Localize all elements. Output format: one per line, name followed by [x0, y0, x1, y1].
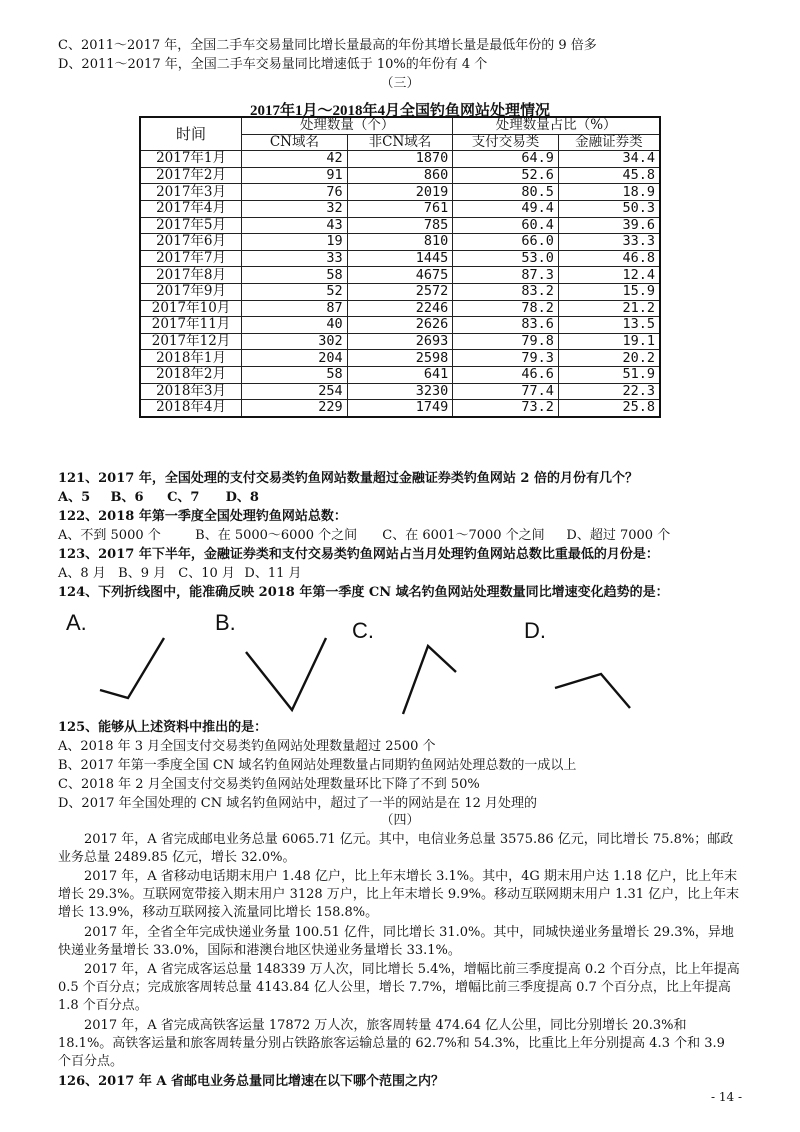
- row-pay: 73.2: [453, 400, 559, 417]
- row-time: 2018年1月: [140, 350, 242, 367]
- row-fin: 19.1: [558, 333, 660, 350]
- row-noncn: 4675: [347, 267, 453, 284]
- chart-label-c[interactable]: C.: [352, 618, 374, 643]
- row-pay: 64.9: [453, 151, 559, 168]
- row-cn: 204: [242, 350, 348, 367]
- table-row: [140, 167, 660, 184]
- row-fin: 45.8: [558, 167, 660, 184]
- row-fin: 15.9: [558, 283, 660, 300]
- chart-label-a[interactable]: A.: [66, 610, 87, 635]
- row-time: 2017年7月: [140, 250, 242, 267]
- row-cn: 58: [242, 267, 348, 284]
- phishing-table: [139, 116, 661, 418]
- table-row: [140, 184, 660, 201]
- row-fin: 18.9: [558, 184, 660, 201]
- table-row: [140, 383, 660, 400]
- row-pay: 78.2: [453, 300, 559, 317]
- q123-option-a[interactable]: A、8 月: [58, 566, 106, 581]
- row-noncn: 761: [347, 200, 453, 217]
- section-3-label: （三）: [380, 76, 420, 91]
- row-time: 2017年2月: [140, 167, 242, 184]
- q122-stem: 122、2018 年第一季度全国处理钓鱼网站总数：: [58, 509, 347, 524]
- row-time: 2018年3月: [140, 383, 242, 400]
- row-noncn: 860: [347, 167, 453, 184]
- row-cn: 52: [242, 283, 348, 300]
- row-time: 2017年1月: [140, 151, 242, 168]
- row-fin: 33.3: [558, 234, 660, 251]
- table-title: 2017年1月～2018年4月全国钓鱼网站处理情况: [249, 103, 550, 119]
- row-fin: 50.3: [558, 200, 660, 217]
- table-row: [140, 350, 660, 367]
- q124-stem: 124、下列折线图中，能准确反映 2018 年第一季度 CN 域名钓鱼网站处理数量同比增速变化趋势的是：: [58, 585, 669, 600]
- paragraph-1: 2017 年，A 省完成邮电业务总量 6065.71 亿元。其中，电信业务总量 3575.86 亿元，同比增长 75.8%；邮政业务总量 2489.85 亿元，增长 32.0%。: [58, 832, 734, 865]
- table-row: [140, 151, 660, 168]
- row-pay: 83.6: [453, 317, 559, 334]
- row-fin: 25.8: [558, 400, 660, 417]
- q121-option-d[interactable]: D、8: [225, 490, 259, 505]
- q121-stem: 121、2017 年，全国处理的支付交易类钓鱼网站数量超过金融证券类钓鱼网站 2 倍的月份有几个？: [58, 471, 638, 486]
- row-pay: 60.4: [453, 217, 559, 234]
- row-cn: 42: [242, 151, 348, 168]
- row-cn: 302: [242, 333, 348, 350]
- q121-options: [58, 489, 259, 507]
- row-pay: 53.0: [453, 250, 559, 267]
- row-fin: 46.8: [558, 250, 660, 267]
- table-row: [140, 283, 660, 300]
- header-count: 处理数量（个）: [242, 117, 453, 134]
- table-row: [140, 317, 660, 334]
- chart-c-line: [403, 646, 456, 714]
- header-noncn: 非CN域名: [347, 134, 453, 151]
- row-fin: 22.3: [558, 383, 660, 400]
- row-noncn: 3230: [347, 383, 453, 400]
- q122-option-d[interactable]: D、超过 7000 个: [566, 528, 671, 543]
- q123-option-c[interactable]: C、10 月: [178, 566, 235, 581]
- table-row: [140, 234, 660, 251]
- q122-option-a[interactable]: A、不到 5000 个: [58, 528, 161, 543]
- table-row: [140, 267, 660, 284]
- table-row: [140, 200, 660, 217]
- header-pay: 支付交易类: [453, 134, 559, 151]
- table-row: [140, 300, 660, 317]
- section-4-label: （四）: [380, 813, 420, 828]
- q123-option-b[interactable]: B、9 月: [118, 566, 167, 581]
- row-pay: 80.5: [453, 184, 559, 201]
- header-share: 处理数量占比（%）: [453, 117, 660, 134]
- q125-option-a[interactable]: A、2018 年 3 月全国支付交易类钓鱼网站处理数量超过 2500 个: [58, 739, 436, 754]
- paragraph-4: 2017 年，A 省完成客运总量 148339 万人次，同比增长 5.4%，增幅比前三季度提高 0.2 个百分点，比上年提高 0.5 个百分点；完成旅客周转总量 4143.84 亿人公里，增长 7.7%，增幅比前三季度提高 0.7 个百分点，比上年提高 1.8 个百分点。: [58, 962, 740, 1013]
- row-time: 2017年4月: [140, 200, 242, 217]
- row-time: 2017年12月: [140, 333, 242, 350]
- q122-options: [58, 527, 670, 545]
- row-cn: 229: [242, 400, 348, 417]
- q123-options: [58, 565, 302, 583]
- q126-stem: 126、2017 年 A 省邮电业务总量同比增速在以下哪个范围之内？: [58, 1074, 444, 1089]
- q124-line-charts: [58, 608, 658, 718]
- q121-option-b[interactable]: B、6: [110, 490, 144, 505]
- row-pay: 77.4: [453, 383, 559, 400]
- header-fin: 金融证券类: [558, 134, 660, 151]
- paragraph-3: 2017 年，全省全年完成快递业务量 100.51 亿件，同比增长 31.0%。其中，同城快递业务量增长 29.3%，异地快递业务量增长 33.0%，国际和港澳台地区快递业务量增长 33.1%。: [58, 925, 734, 958]
- row-fin: 20.2: [558, 350, 660, 367]
- header-cn: CN域名: [242, 134, 348, 151]
- row-cn: 40: [242, 317, 348, 334]
- row-cn: 87: [242, 300, 348, 317]
- table-row: [140, 400, 660, 417]
- row-pay: 49.4: [453, 200, 559, 217]
- q125-option-d[interactable]: D、2017 年全国处理的 CN 域名钓鱼网站中，超过了一半的网站是在 12 月处理的: [58, 796, 538, 811]
- row-noncn: 1749: [347, 400, 453, 417]
- row-noncn: 2019: [347, 184, 453, 201]
- chart-label-d[interactable]: D.: [524, 618, 546, 643]
- row-noncn: 2572: [347, 283, 453, 300]
- row-time: 2017年10月: [140, 300, 242, 317]
- option-c-prev: C、2011～2017 年，全国二手车交易量同比增长量最高的年份其增长量是最低年份的 9 倍多: [58, 38, 597, 53]
- q123-stem: 123、2017 年下半年，金融证券类和支付交易类钓鱼网站占当月处理钓鱼网站总数比重最低的月份是：: [58, 547, 659, 562]
- chart-d-line: [555, 674, 630, 708]
- row-noncn: 2626: [347, 317, 453, 334]
- row-cn: 91: [242, 167, 348, 184]
- row-fin: 34.4: [558, 151, 660, 168]
- row-fin: 12.4: [558, 267, 660, 284]
- row-fin: 39.6: [558, 217, 660, 234]
- row-noncn: 1445: [347, 250, 453, 267]
- row-time: 2017年9月: [140, 283, 242, 300]
- row-time: 2017年3月: [140, 184, 242, 201]
- row-noncn: 810: [347, 234, 453, 251]
- q122-option-b[interactable]: B、在 5000～6000 个之间: [195, 528, 358, 543]
- row-pay: 83.2: [453, 283, 559, 300]
- row-time: 2018年2月: [140, 366, 242, 383]
- row-noncn: 2246: [347, 300, 453, 317]
- q121-option-a[interactable]: A、5: [58, 490, 91, 505]
- page-number: - 14 -: [710, 1090, 742, 1104]
- row-noncn: 1870: [347, 151, 453, 168]
- option-d-prev: D、2011～2017 年，全国二手车交易量同比增速低于 10%的年份有 4 个: [58, 57, 488, 72]
- row-noncn: 2693: [347, 333, 453, 350]
- row-pay: 79.8: [453, 333, 559, 350]
- row-pay: 46.6: [453, 366, 559, 383]
- row-noncn: 641: [347, 366, 453, 383]
- paragraph-2: 2017 年，A 省移动电话期末用户 1.48 亿户，比上年末增长 3.1%。其中，4G 期末用户达 1.18 亿户，比上年末增长 29.3%。互联网宽带接入期末用户 3128 万户，比上年末增长 9.9%。移动互联网期末用户 1.31 亿户，比上年末增长 13.9%，移动互联网接入流量同比增长 158.8%。: [58, 869, 740, 920]
- row-cn: 33: [242, 250, 348, 267]
- table-row: [140, 217, 660, 234]
- header-time: 时间: [140, 117, 242, 151]
- row-fin: 21.2: [558, 300, 660, 317]
- chart-label-b[interactable]: B.: [215, 610, 236, 635]
- q123-option-d[interactable]: D、11 月: [244, 566, 302, 581]
- table-body: [140, 151, 660, 417]
- q125-option-c[interactable]: C、2018 年 2 月全国支付交易类钓鱼网站处理数量环比下降了不到 50%: [58, 777, 480, 792]
- paragraph-5: 2017 年，A 省完成高铁客运量 17872 万人次，旅客周转量 474.64 亿人公里，同比分别增长 20.3%和 18.1%。高铁客运量和旅客周转量分别占铁路旅客运输总量的 62.7%和 54.3%，比重比上年分别提高 4.3 个和 3.9 个百分点。: [58, 1018, 725, 1069]
- row-cn: 76: [242, 184, 348, 201]
- q125-option-b[interactable]: B、2017 年第一季度全国 CN 域名钓鱼网站处理数量占同期钓鱼网站处理总数的一成以上: [58, 758, 577, 773]
- table-row: [140, 366, 660, 383]
- row-cn: 43: [242, 217, 348, 234]
- row-noncn: 2598: [347, 350, 453, 367]
- row-fin: 51.9: [558, 366, 660, 383]
- row-noncn: 785: [347, 217, 453, 234]
- row-pay: 79.3: [453, 350, 559, 367]
- row-time: 2017年8月: [140, 267, 242, 284]
- table-row: [140, 333, 660, 350]
- row-time: 2017年6月: [140, 234, 242, 251]
- row-time: 2017年11月: [140, 317, 242, 334]
- row-cn: 58: [242, 366, 348, 383]
- row-cn: 19: [242, 234, 348, 251]
- row-pay: 52.6: [453, 167, 559, 184]
- q125-stem: 125、能够从上述资料中推出的是：: [58, 720, 268, 735]
- row-pay: 87.3: [453, 267, 559, 284]
- q121-option-c[interactable]: C、7: [167, 490, 200, 505]
- row-time: 2018年4月: [140, 400, 242, 417]
- row-pay: 66.0: [453, 234, 559, 251]
- table-row: [140, 250, 660, 267]
- chart-b-line: [246, 638, 326, 710]
- row-fin: 13.5: [558, 317, 660, 334]
- q122-option-c[interactable]: C、在 6001～7000 个之间: [382, 528, 545, 543]
- row-time: 2017年5月: [140, 217, 242, 234]
- chart-a-line: [100, 638, 164, 698]
- row-cn: 254: [242, 383, 348, 400]
- row-cn: 32: [242, 200, 348, 217]
